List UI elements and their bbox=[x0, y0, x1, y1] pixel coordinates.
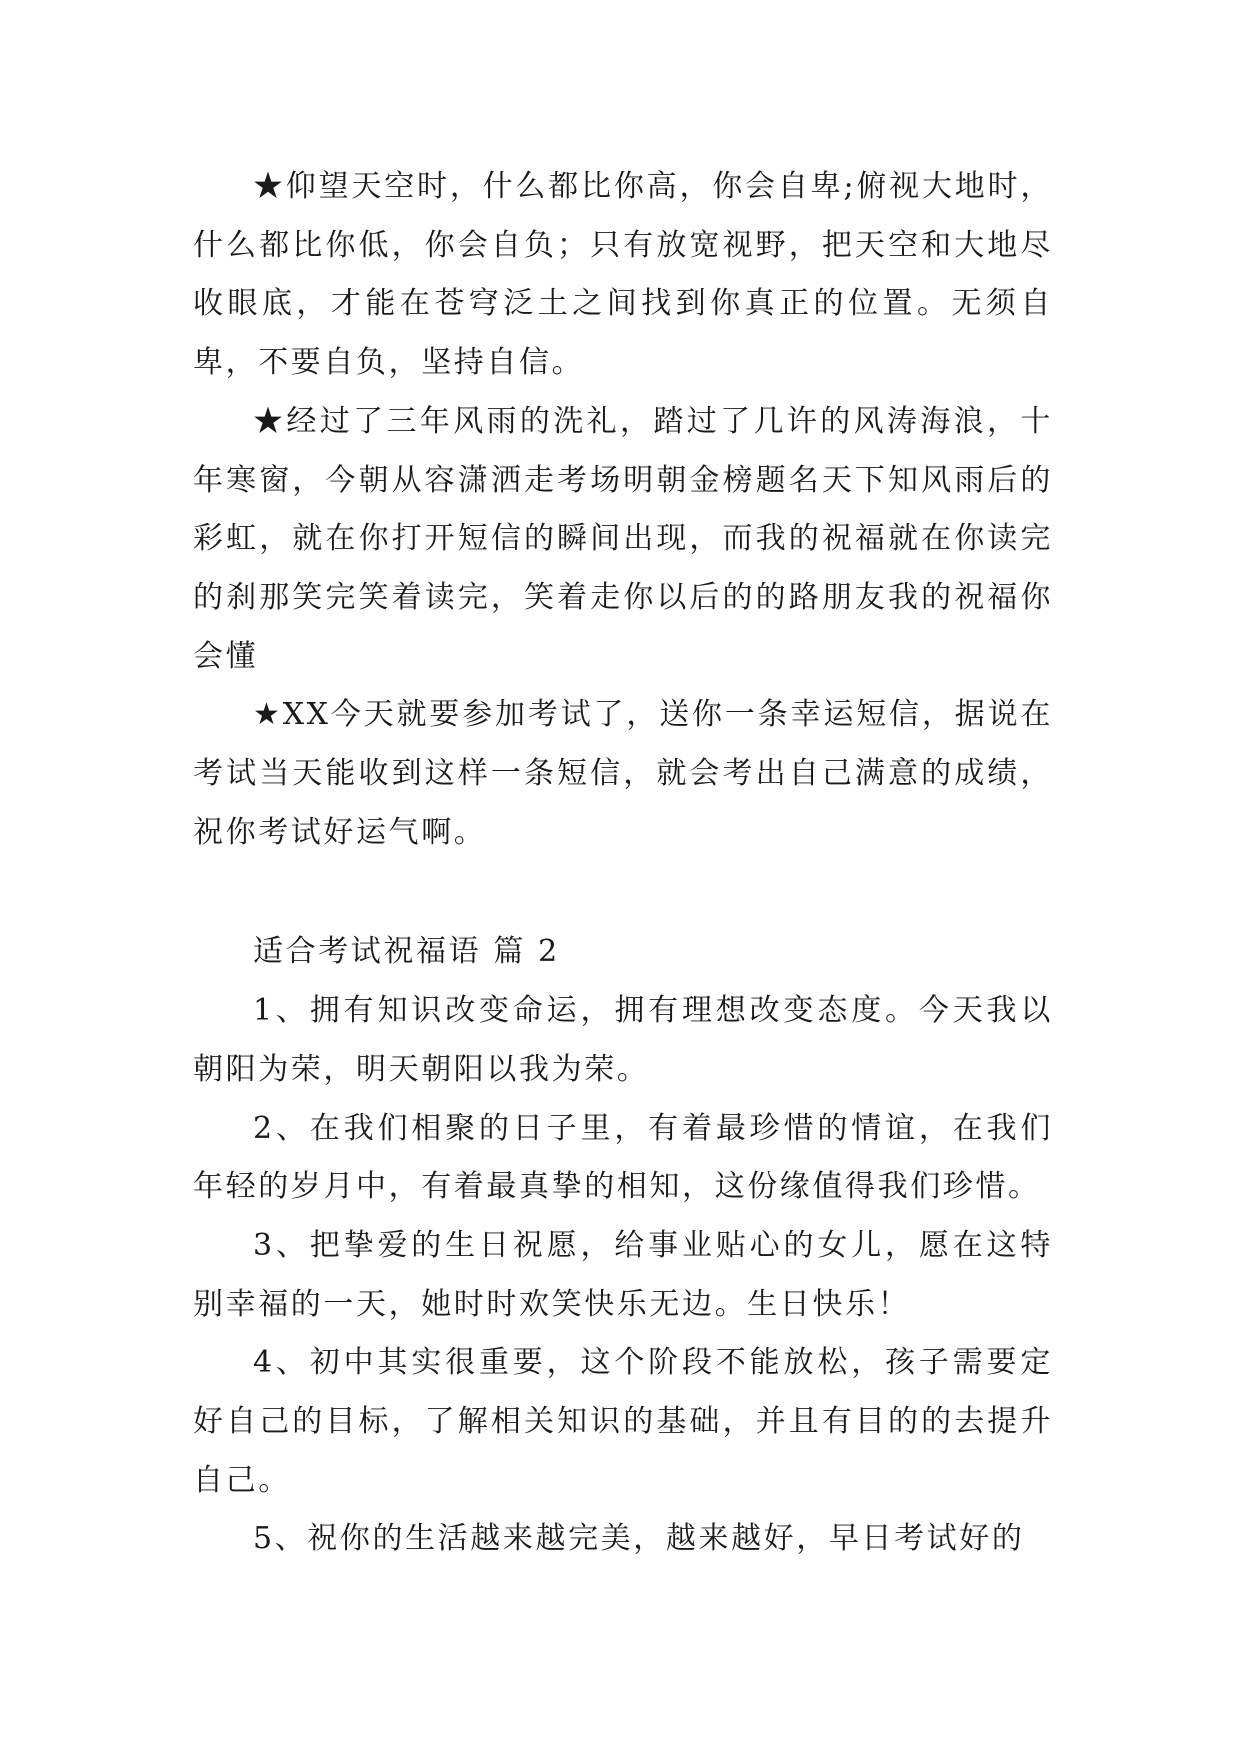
blessing-paragraph: ★仰望天空时，什么都比你高，你会自卑;俯视大地时，什么都比你低，你会自负；只有放宽视野，把天空和大地尽收眼底，才能在苍穹泛土之间找到你真正的位置。无须自卑，不要自负，坚持自信。 bbox=[193, 169, 1053, 381]
numbered-blessing: 1、拥有知识改变命运，拥有理想改变态度。今天我以朝阳为荣，明天朝阳以我为荣。 bbox=[193, 993, 1053, 1087]
document-body bbox=[193, 158, 1053, 1569]
blessing-paragraph: ★经过了三年风雨的洗礼，踏过了几许的风涛海浪，十年寒窗，今朝从容潇洒走考场明朝金榜题名天下知风雨后的彩虹，就在你打开短信的瞬间出现，而我的祝福就在你读完的刹那笑完笑着读完，笑着走你以后的的路朋友我的祝福你会懂 bbox=[193, 403, 1053, 674]
numbered-blessing: 3、把挚爱的生日祝愿，给事业贴心的女儿，愿在这特别幸福的一天，她时时欢笑快乐无边。生日快乐！ bbox=[193, 1227, 1053, 1322]
section-heading: 适合考试祝福语 篇 2 bbox=[253, 934, 560, 970]
blessing-paragraph: ★XX今天就要参加考试了，送你一条幸运短信，据说在考试当天能收到这样一条短信，就会考出自己满意的成绩，祝你考试好运气啊。 bbox=[193, 697, 1053, 850]
numbered-blessing: 5、祝你的生活越来越完美，越来越好，早日考试好的 bbox=[253, 1521, 1025, 1557]
numbered-blessing: 4、初中其实很重要，这个阶段不能放松，孩子需要定好自己的目标，了解相关知识的基础，并且有目的的去提升自己。 bbox=[193, 1345, 1053, 1498]
numbered-blessing: 2、在我们相聚的日子里，有着最珍惜的情谊，在我们年轻的岁月中，有着最真挚的相知，这份缘值得我们珍惜。 bbox=[193, 1110, 1053, 1205]
